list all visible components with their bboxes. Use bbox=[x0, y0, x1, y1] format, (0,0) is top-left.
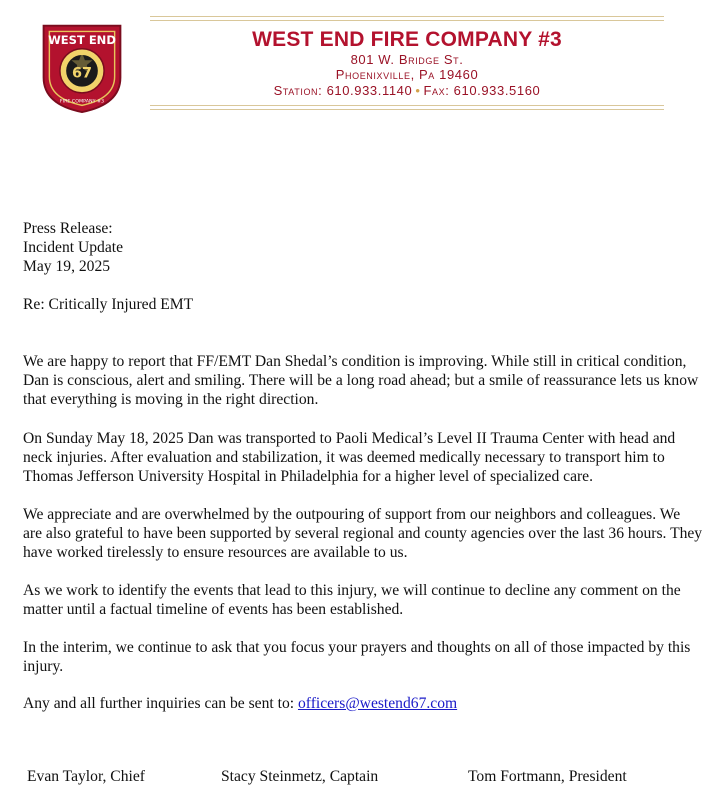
email-link[interactable]: officers@westend67.com bbox=[297, 695, 458, 712]
subject-line: Re: Critically Injured EMT bbox=[23, 296, 194, 313]
paragraph-condition: We are happy to report that FF/EMT Dan Shedal’s condition is improving. While still in critical condition, Dan is conscious, alert and smiling. There will be a long road ahead; but a smile of reassurance lets us know that everything is moving in the right direction. bbox=[23, 353, 699, 409]
paragraph-no-comment: As we work to identify the events that lead to this injury, we will continue to decline any comment on the matter until a factual timeline of events has been established. bbox=[23, 582, 681, 619]
letterhead-rule-bottom bbox=[150, 105, 664, 106]
station-phone: Station: 610.933.1140 bbox=[273, 83, 413, 98]
paragraph-transport: On Sunday May 18, 2025 Dan was transported to Paoli Medical’s Level II Trauma Center with head and neck injuries. After evaluation and stabilization, it was deemed medically necessary to transport him to Thomas Jefferson University Hospital in Philadelphia for a higher level of specialized care. bbox=[23, 430, 676, 486]
fire-company-logo bbox=[34, 18, 130, 114]
signature-captain: Stacy Steinmetz, Captain bbox=[221, 768, 379, 785]
separator-dot: • bbox=[415, 83, 421, 98]
svg-text:67: 67 bbox=[71, 65, 93, 82]
letterhead-rule-bottom-inner bbox=[150, 109, 664, 110]
inquiries-line bbox=[23, 694, 703, 713]
press-release-label: Press Release: bbox=[23, 220, 113, 237]
release-date: May 19, 2025 bbox=[23, 258, 111, 275]
city-address: Phoenixville, Pa 19460 bbox=[335, 67, 479, 82]
contact-line bbox=[150, 83, 664, 98]
fax-number: Fax: 610.933.5160 bbox=[423, 83, 541, 98]
svg-text:WEST END: WEST END bbox=[48, 32, 116, 47]
signature-president: Tom Fortmann, President bbox=[468, 768, 627, 785]
letterhead-rule-top bbox=[150, 16, 664, 17]
incident-update-label: Incident Update bbox=[23, 239, 124, 256]
paragraph-support: We appreciate and are overwhelmed by the outpouring of support from our neighbors and colleagues. We are also grateful to have been supported by several regional and county agencies over the last 36 hours. They have worked tirelessly to ensure resources are available to us. bbox=[23, 506, 703, 562]
signature-chief: Evan Taylor, Chief bbox=[27, 768, 145, 785]
svg-text:FIRE COMPANY #3: FIRE COMPANY #3 bbox=[59, 99, 105, 105]
paragraph-prayers: In the interim, we continue to ask that you focus your prayers and thoughts on all of those impacted by this injury. bbox=[23, 639, 691, 676]
street-address: 801 W. Bridge St. bbox=[350, 52, 464, 67]
inquiries-text: Any and all further inquiries can be sent to: bbox=[23, 695, 298, 712]
letterhead-rule-top-inner bbox=[150, 20, 664, 21]
organization-name: WEST END FIRE COMPANY #3 bbox=[252, 28, 562, 51]
